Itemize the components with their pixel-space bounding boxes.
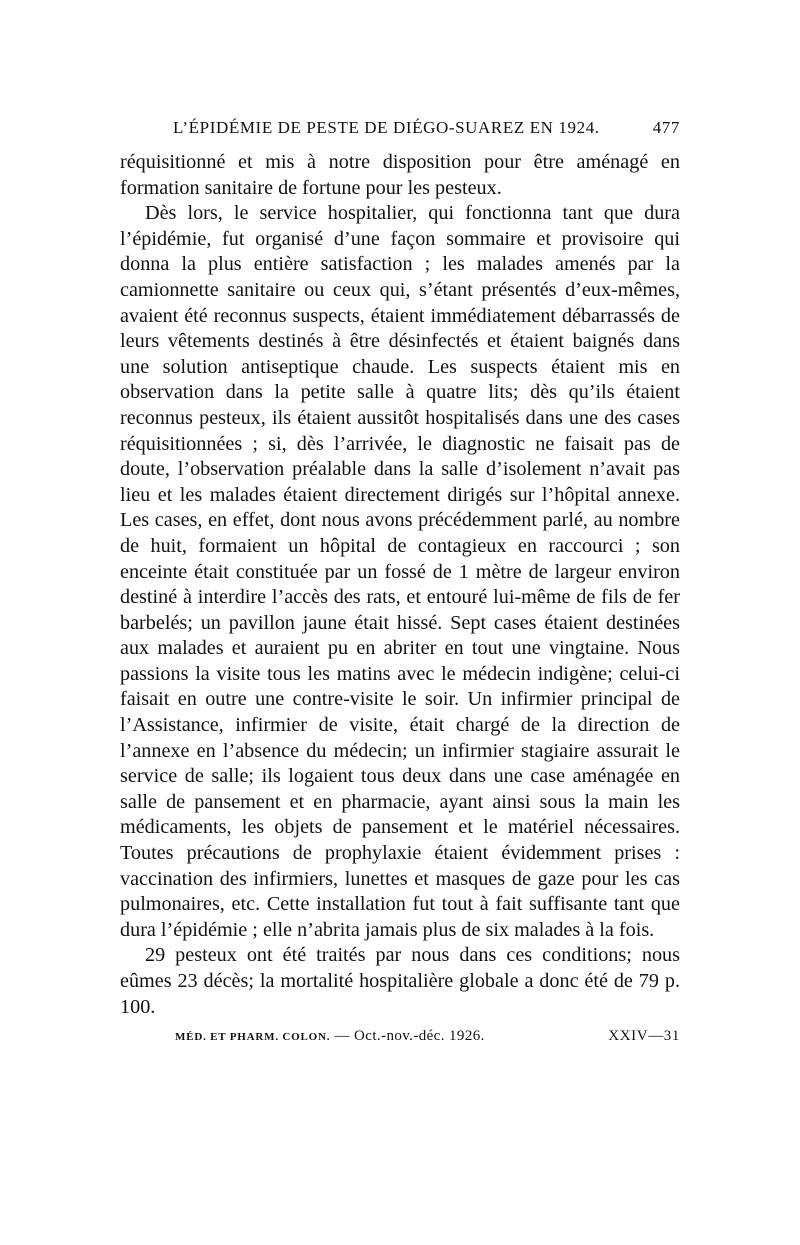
- page-number: 477: [652, 118, 680, 137]
- paragraph-hospital-service: Dès lors, le service hospitalier, qui fonctionna tant que dura l’épidémie, fut organisé d’une façon sommaire et provisoire qui donna la plus entière satisfaction ; les malades amenés par la camionnette sanitaire ou ceux qui, s’étant présentés d’eux-mêmes, avaient été reconnus suspects, étaient immédiatement débarrassés de leurs vêtements destinés à être désinfectés et étaient baignés dans une solution antiseptique chaude. Les suspects étaient mis en observation dans la petite salle à quatre lits; dès qu’ils étaient reconnus pesteux, ils étaient aussitôt hospitalisés dans une des cases réquisitionnées ; si, dès l’arrivée, le diagnostic ne faisait pas de doute, l’observation préalable dans la salle d’isolement n’avait pas lieu et les malades étaient directement dirigés sur l’hôpital annexe. Les cases, en effet, dont nous avons précédemment parlé, au nombre de huit, formaient un hôpital de contagieux en raccourci ; son enceinte était constituée par un fossé de 1 mètre de largeur environ destiné à interdire l’accès des rats, et entouré lui-même de fils de fer barbelés; un pavillon jaune était hissé. Sept cases étaient destinées aux malades et auraient pu en abriter en tout une vingtaine. Nous passions la visite tous les matins avec le médecin indigène; celui-ci faisait en outre une contre-visite le soir. Un infirmier principal de l’Assistance, infirmier de visite, était chargé de la direction de l’annexe en l’absence du médecin; un infirmier stagiaire assurait le service de salle; ils logaient tous deux dans une case aménagée en salle de pansement et en pharmacie, ayant ainsi sous la main les médicaments, les objets de pansement et le matériel nécessaires. Toutes précautions de prophylaxie étaient évidemment prises : vaccination des infirmiers, lunettes et masques de gaze pour les cas pulmonaires, etc. Cette installation fut tout à fait suffisante tant que dura l’épidémie ; elle n’abrita jamais plus de six malades à la fois.: [120, 202, 680, 941]
- book-page: [120, 118, 680, 1050]
- issue-date: Oct.-nov.-déc. 1926.: [354, 1028, 485, 1045]
- paragraph-continued: réquisitionné et mis à notre disposition pour être aménagé en formation sanitaire de fortune pour les pesteux.: [120, 151, 680, 199]
- paragraph-mortality: 29 pesteux ont été traités par nous dans ces conditions; nous eûmes 23 décès; la mortalité hospitalière globale a donc été de 79 p. 100.: [120, 944, 680, 1018]
- journal-abbreviation: MÉD. ET PHARM. COLON.: [175, 1031, 331, 1044]
- body-text: [120, 150, 680, 1020]
- page-footer: [120, 1028, 680, 1050]
- footer-citation: [175, 1028, 485, 1045]
- running-title: L’ÉPIDÉMIE DE PESTE DE DIÉGO-SUAREZ EN 1924.: [173, 118, 600, 137]
- footer-separator: —: [334, 1028, 350, 1045]
- running-head: [120, 118, 680, 144]
- signature-mark: XXIV—31: [608, 1028, 680, 1045]
